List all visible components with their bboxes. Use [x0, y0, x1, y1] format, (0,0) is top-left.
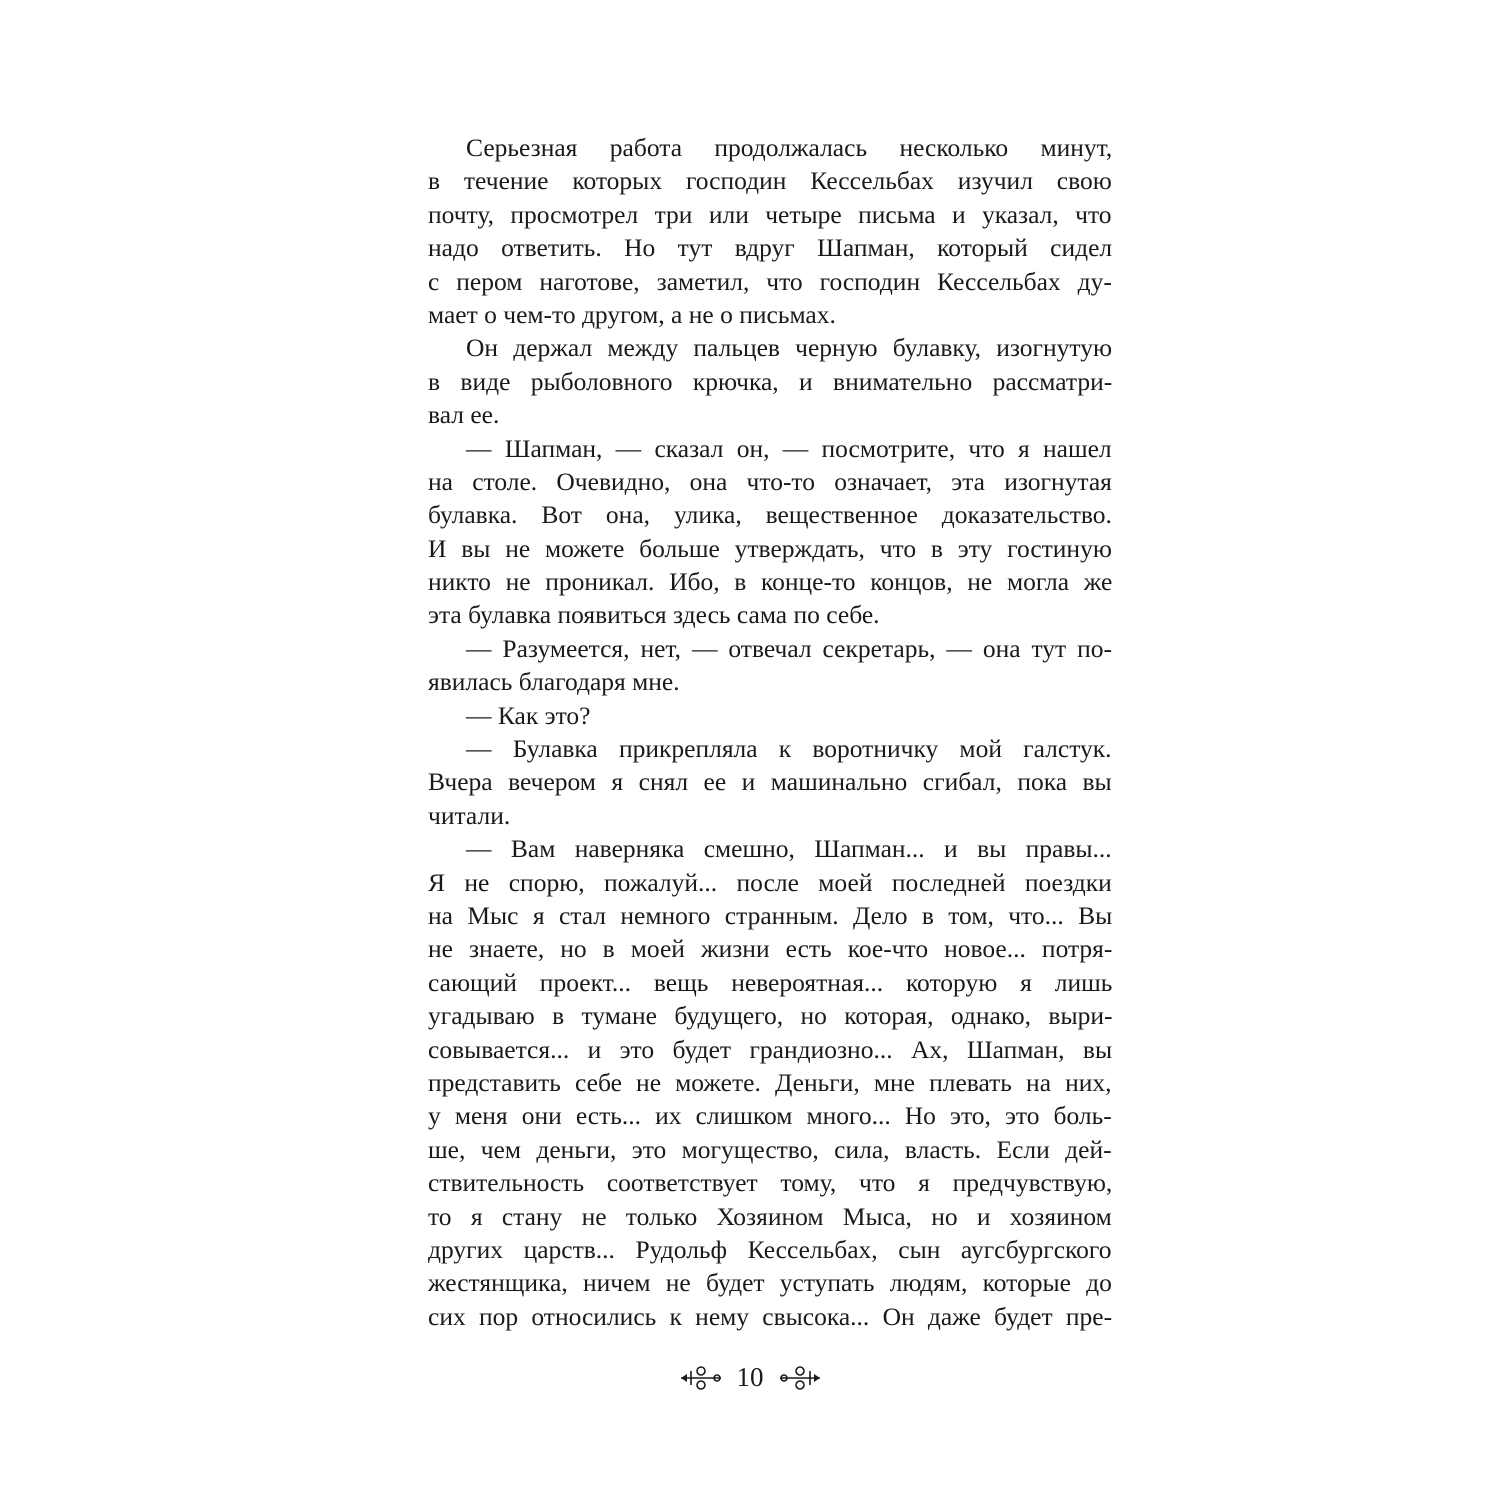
text-line: ше, чем деньги, это могущество, сила, власть. Если дей-: [428, 1134, 1112, 1164]
text-line: мает о чем-то другом, а не о письмах.: [428, 299, 836, 329]
text-line: вал ее.: [428, 400, 500, 430]
text-line: других царств... Рудольф Кессельбах, сын аугсбургского: [428, 1234, 1112, 1264]
text-line: — Разумеется, нет, — отвечал секретарь, — она тут по-: [466, 633, 1113, 663]
text-line: у меня они есть... их слишком много... Но это, это боль-: [428, 1101, 1112, 1131]
text-line: читали.: [428, 800, 511, 830]
text-line: — Булавка прикрепляла к воротничку мой галстук.: [466, 734, 1112, 764]
text-line: Я не спорю, пожалуй... после моей последней поездки: [428, 867, 1112, 897]
text-line: в течение которых господин Кессельбах изучил свою: [428, 166, 1112, 196]
text-line: Вчера вечером я снял ее и машинально сгибал, пока вы: [428, 767, 1112, 797]
page-number: 10: [736, 1362, 764, 1392]
text-line: совывается... и это будет грандиозно... Ах, Шапман, вы: [428, 1034, 1113, 1064]
text-line: то я стану не только Хозяином Мыса, но и хозяином: [428, 1201, 1112, 1231]
text-line: угадываю в тумане будущего, но которая, однако, выри-: [428, 1001, 1113, 1031]
text-line: ствительность соответствует тому, что я предчувствую,: [428, 1168, 1113, 1198]
text-line: надо ответить. Но тут вдруг Шапман, который сидел: [428, 233, 1113, 263]
text-line: не знаете, но в моей жизни есть кое-что новое... потря-: [428, 934, 1113, 964]
text-line: — Как это?: [466, 700, 591, 730]
text-line: эта булавка появиться здесь сама по себе.: [428, 600, 880, 630]
text-line: на Мыс я стал немного странным. Дело в том, что... Вы: [428, 900, 1113, 930]
page-footer: [0, 1362, 1500, 1393]
text-line: явилась благодаря мне.: [428, 667, 680, 697]
text-line: И вы не можете больше утверждать, что в эту гостиную: [428, 533, 1112, 563]
text-line: представить себе не можете. Деньги, мне плевать на них,: [428, 1067, 1112, 1097]
text-line: на столе. Очевидно, она что-то означает, эта изогнутая: [428, 466, 1112, 496]
text-line: сих пор относились к нему свысока... Он даже будет пре-: [428, 1301, 1113, 1331]
text-line: булавка. Вот она, улика, вещественное доказательство.: [428, 500, 1112, 530]
text-line: жестянщика, ничем не будет уступать людям, которые до: [428, 1268, 1112, 1298]
text-line: сающий проект... вещь невероятная... которую я лишь: [428, 967, 1113, 997]
text-line: в виде рыболовного крючка, и внимательно рассматри-: [428, 366, 1113, 396]
text-line: с пером наготове, заметил, что господин Кессельбах ду-: [428, 266, 1112, 296]
text-line: Серьезная работа продолжалась несколько минут,: [466, 133, 1113, 162]
page-body: [428, 131, 1112, 1333]
text-line: никто не проникал. Ибо, в конце-то концов, не могла же: [428, 567, 1113, 597]
text-line: почту, просмотрел три или четыре письма и указал, что: [428, 199, 1112, 229]
text-line: — Шапман, — сказал он, — посмотрите, что я нашел: [466, 433, 1112, 463]
fleuron-right-icon: [778, 1365, 822, 1391]
fleuron-left-icon: [679, 1365, 723, 1391]
text-line: — Вам наверняка смешно, Шапман... и вы правы...: [466, 834, 1112, 864]
text-line: Он держал между пальцев черную булавку, изогнутую: [466, 333, 1113, 363]
